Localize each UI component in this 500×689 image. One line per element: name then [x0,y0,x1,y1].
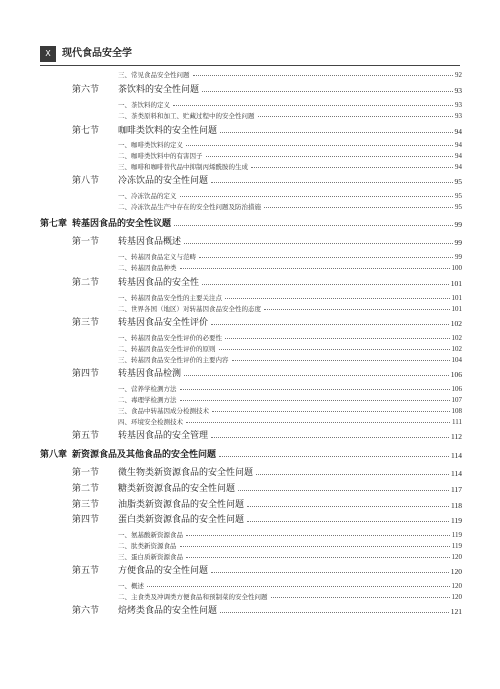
toc-section-title: 转基因食品安全性评价 [118,318,209,328]
toc-section-title: 糖类新资源食品的安全性问题 [118,484,236,494]
toc-dot-leader [247,521,449,522]
toc-dot-leader [247,506,449,507]
toc-item-title: 四、环境安全检测技术 [118,418,183,426]
toc-page-number: 102 [451,334,462,342]
toc-item-title: 二、冷冻饮品生产中存在的安全性问题及防治措施 [118,203,261,211]
toc-dot-leader [219,349,450,350]
toc-item-title: 二、世界各国（地区）对转基因食品安全性的态度 [118,305,261,313]
toc-item-title: 三、转基因食品安全性评价的主要内容 [118,356,229,364]
toc-dot-leader [174,225,452,226]
page-number: X [40,46,56,62]
toc-section-label: 第四节 [72,515,100,525]
toc-page-number: 119 [451,542,462,550]
toc-section-label: 第八节 [72,176,100,186]
toc-section-title: 蛋白类新资源食品的安全性问题 [118,515,245,525]
toc-dot-leader [180,389,450,390]
toc-item-title: 二、转基因食品安全性评价的原则 [118,345,216,353]
toc-page-number: 94 [455,141,462,149]
toc-page-number: 99 [455,253,462,261]
toc-chapter-title: 新资源食品及其他食品的安全性问题 [72,450,217,460]
toc-section-row [72,564,462,576]
toc-page-number: 114 [451,469,462,478]
toc-item-title: 二、转基因食品种类 [118,264,177,272]
toc-item-title: 一、概述 [118,582,144,590]
toc-page-number: 95 [455,192,462,200]
book-title: 现代食品安全学 [62,48,132,59]
toc-page-number: 95 [455,203,462,211]
toc-section-title: 冷冻饮品的安全性问题 [118,176,209,186]
toc-dot-leader [220,612,449,613]
toc-section-label: 第二节 [72,484,100,494]
toc-page-number: 94 [455,152,462,160]
toc-page-number: 93 [455,101,462,109]
toc-item-row [118,301,462,313]
toc-section-row [72,482,462,494]
toc-page-number: 119 [451,531,462,539]
toc-dot-leader [258,116,454,117]
toc-section-label: 第五节 [72,431,100,441]
toc-page-number: 95 [454,177,462,186]
toc-item-title: 一、冷冻饮品的定义 [118,192,177,200]
toc-chapter-label: 第七章 [40,219,68,229]
toc-section-title: 方便食品的安全性问题 [118,566,209,576]
toc-section-row [72,124,462,136]
toc-page-number: 101 [451,294,462,302]
toc-dot-leader [238,490,449,491]
toc-dot-leader [212,411,450,412]
toc-page-number: 120 [451,582,462,590]
toc-section-row [72,367,462,379]
toc-dot-leader [180,268,450,269]
toc-dot-leader [186,535,450,536]
toc-item-title: 二、主食类及冲调类方便食品和预制菜的安全性问题 [118,593,268,601]
toc-page-number: 106 [450,370,462,379]
toc-section-row [72,83,462,95]
toc-dot-leader [180,546,450,547]
toc-page-number: 99 [454,238,462,247]
toc-item-title: 一、茶饮料的定义 [118,101,170,109]
toc-section-title: 转基因食品的安全性 [118,278,200,288]
toc-page-number: 101 [451,305,462,313]
toc-section-label: 第七节 [72,126,100,136]
toc-dot-leader [184,243,452,244]
toc-page-number: 107 [451,396,462,404]
toc-section-label: 第六节 [72,85,100,95]
toc-section-title: 微生物类新资源食品的安全性问题 [118,468,254,478]
toc-item-title: 三、食品中转基因成分检测技术 [118,407,209,415]
toc-dot-leader [211,182,452,183]
toc-section-title: 茶饮料的安全性问题 [118,85,200,95]
toc-page-number: 118 [451,501,462,510]
toc-page-number: 93 [454,86,462,95]
toc-dot-leader [206,156,454,157]
toc-section-label: 第三节 [72,318,100,328]
toc-dot-leader [225,298,450,299]
toc-section-row [72,513,462,525]
toc-item-row [118,589,462,601]
toc-dot-leader [232,360,450,361]
toc-page-number: 93 [455,112,462,120]
toc-dot-leader [180,400,450,401]
toc-chapter-row [40,448,462,460]
toc-section-row [72,498,462,510]
toc-dot-leader [220,132,452,133]
toc-dot-leader [202,91,452,92]
toc-page-number: 120 [451,593,462,601]
toc-dot-leader [271,597,450,598]
toc-dot-leader [186,557,450,558]
toc-section-row [72,466,462,478]
toc-chapter-title: 转基因食品的安全性议题 [72,219,172,229]
toc-dot-leader [193,75,454,76]
toc-dot-leader [219,456,449,457]
toc-dot-leader [264,207,453,208]
toc-dot-leader [211,324,449,325]
toc-page-number: 106 [451,385,462,393]
toc-item-title: 一、转基因食品安全性的主要关注点 [118,294,222,302]
toc-dot-leader [186,145,453,146]
toc-item-row [118,414,462,426]
toc-section-label: 第三节 [72,500,100,510]
toc-item-row [118,199,462,211]
toc-section-title: 油脂类新资源食品的安全性问题 [118,500,245,510]
toc-page-number: 121 [450,607,462,616]
toc-page-number: 104 [451,356,462,364]
toc-item-title: 三、常见食品安全性问题 [118,71,190,79]
toc-page-number: 114 [451,451,462,460]
toc-page-number: 99 [454,220,462,229]
toc-page-number: 100 [451,264,462,272]
toc-page-number: 102 [450,319,462,328]
toc-item-title: 二、茶类原料和加工、贮藏过程中的安全性问题 [118,112,255,120]
toc-dot-leader [186,422,450,423]
toc-item-title: 一、营养学检测方法 [118,385,177,393]
toc-section-row [72,235,462,247]
toc-section-title: 焙烤类食品的安全性问题 [118,606,218,616]
toc-page-number: 120 [450,567,462,576]
toc-item-title: 一、转基因食品安全性评价的必要性 [118,334,222,342]
toc-page-number: 101 [450,279,462,288]
toc-item-row [118,260,462,272]
toc-section-row [72,604,462,616]
toc-dot-leader [199,257,453,258]
toc-page-number: 108 [451,407,462,415]
toc-item-row [118,159,462,171]
toc-section-label: 第六节 [72,606,100,616]
toc-page-number: 120 [451,553,462,561]
toc-section-label: 第一节 [72,237,100,247]
toc-item-title: 三、咖啡和咖啡替代品中抑制丙烯酰胺的生成 [118,163,248,171]
toc-section-row [72,276,462,288]
toc-chapter-row [40,217,462,229]
toc-dot-leader [173,105,453,106]
toc-section-title: 转基因食品的安全管理 [118,431,209,441]
toc-dot-leader [264,309,450,310]
toc-section-label: 第一节 [72,468,100,478]
toc-item-title: 二、肽类新资源食品 [118,542,177,550]
toc-item-title: 二、毒理学检测方法 [118,396,177,404]
toc-section-label: 第四节 [72,369,100,379]
toc-dot-leader [225,338,450,339]
toc-dot-leader [211,572,449,573]
toc-dot-leader [184,375,449,376]
toc-item-row [118,67,462,79]
toc-item-row [118,108,462,120]
toc-item-title: 一、转基因食品定义与范畴 [118,253,196,261]
toc-dot-leader [147,586,450,587]
toc-section-title: 转基因食品概述 [118,237,182,247]
toc-page-number: 92 [455,71,462,79]
toc-section-label: 第五节 [72,566,100,576]
toc-section-title: 转基因食品检测 [118,369,182,379]
toc-page-number: 117 [451,485,462,494]
toc-section-row [72,429,462,441]
toc-page-number: 102 [451,345,462,353]
toc-chapter-label: 第八章 [40,450,68,460]
toc-dot-leader [251,167,453,168]
toc-dot-leader [256,474,449,475]
toc-dot-leader [211,437,449,438]
toc-page-number: 119 [451,516,462,525]
toc-item-row [118,352,462,364]
toc-page-number: 94 [455,163,462,171]
toc-item-title: 二、咖啡类饮料中的有害因子 [118,152,203,160]
toc-section-row [72,316,462,328]
toc-item-title: 一、咖啡类饮料的定义 [118,141,183,149]
toc-section-label: 第二节 [72,278,100,288]
toc-page-number: 94 [454,127,462,136]
toc-page-number: 111 [452,418,462,426]
toc-dot-leader [202,284,449,285]
toc-item-title: 三、蛋白质新资源食品 [118,553,183,561]
toc-dot-leader [180,196,454,197]
toc-section-row [72,174,462,186]
toc-page-number: 112 [451,432,462,441]
toc-item-title: 一、氨基酸新资源食品 [118,531,183,539]
toc-item-row [118,549,462,561]
toc-section-title: 咖啡类饮料的安全性问题 [118,126,218,136]
